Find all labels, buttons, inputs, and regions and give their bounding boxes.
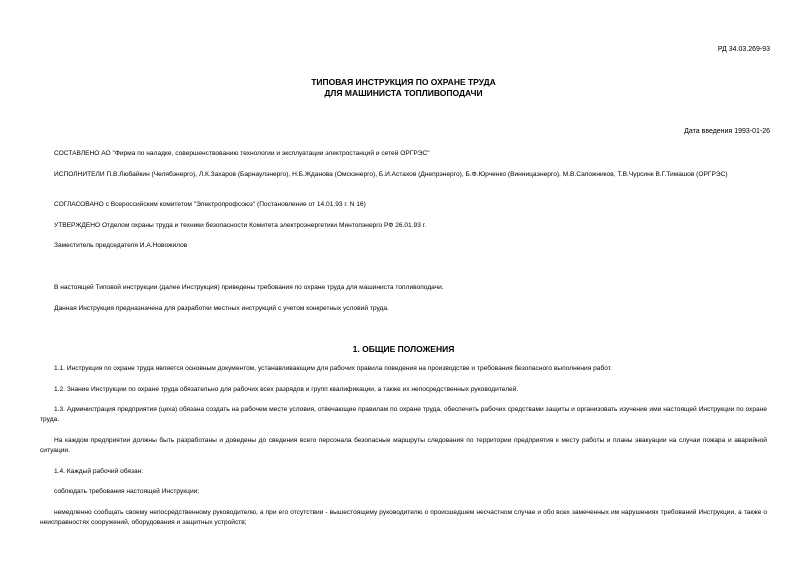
- introduction-date: Дата введения 1993-01-26: [684, 128, 770, 135]
- clause-1-4: 1.4. Каждый рабочий обязан:: [54, 468, 144, 475]
- document-title-line1: ТИПОВАЯ ИНСТРУКЦИЯ ПО ОХРАНЕ ТРУДА: [311, 77, 496, 87]
- deputy-chairman: Заместитель председателя И.А.Новожилов: [54, 242, 188, 249]
- section-title: 1. ОБЩИЕ ПОЛОЖЕНИЯ: [352, 344, 455, 354]
- executors: ИСПОЛНИТЕЛИ П.В.Любайкин (Челябэнерго), Л.К.Захаров (Барнаулэнерго), Н.Б.Жданова (Омскэнерго), Б.И.Астахов (Днепрэнерго), Б.Ф.Юрченко (Винницаэнерго), М.В.Сапожников, Т.В.Чурсинк В.Г.Тимашов (ОРГРЭС): [54, 171, 728, 178]
- intro-paragraph-1: В настоящей Типовой инструкции (далее Инструкция) приведены требования по охране труда для машиниста топливоподачи.: [54, 284, 444, 291]
- document-title-line2: ДЛЯ МАШИНИСТА ТОПЛИВОПОДАЧИ: [324, 88, 483, 98]
- approved-by: УТВЕРЖДЕНО Отделом охраны труда и техники безопасности Комитета электроэнергетики Минтопэнерго РФ 26.01.93 г.: [54, 222, 427, 229]
- clause-1-2: 1.2. Знание Инструкции по охране труда обязательно для рабочих всех разрядов и групп квалификации, а также их непосредственных руководителей.: [54, 386, 519, 393]
- compiled-by: СОСТАВЛЕНО АО "Фирма по наладке, совершенствованию технологии и эксплуатации электростанций и сетей ОРГРЭС": [54, 150, 430, 157]
- clause-1-4-item-b: немедленно сообщать своему непосредственному руководителю, а при его отсутствии - вышестоящему руководителю о происшедшем несчастном случае и обо всех замеченных им нарушениях требований Инструкции, а также о неисправностях сооружений, оборудования и защитных устройств;: [40, 509, 767, 526]
- document-code: РД 34.03.269-93: [717, 46, 770, 53]
- intro-paragraph-2: Данная Инструкция предназначена для разработки местных инструкций с учетом конкретных условий труда.: [54, 305, 389, 312]
- clause-1-3-routes: На каждом предприятии должны быть разработаны и доведены до сведения всего персонала безопасные маршруты следования по территории предприятия к месту работы и планы эвакуации на случаи пожара и аварийной ситуации.: [40, 437, 767, 454]
- clause-1-3: 1.3. Администрация предприятия (цеха) обязана создать на рабочем месте условия, отвечающие правилам по охране труда, обеспечить рабочих средствами защиты и организовать изучение ими настоящей Инструкции по охране труда.: [40, 406, 767, 423]
- agreed-by: СОГЛАСОВАНО с Всероссийским комитетом "Электропрофсоюз" (Постановление от 14.01.93 г. N 16): [54, 201, 366, 208]
- clause-1-4-item-a: соблюдать требования настоящей Инструкции;: [54, 488, 200, 495]
- clause-1-1: 1.1. Инструкция по охране труда является основным документом, устанавливающим для рабочих правила поведения на производстве и требования безопасного выполнения работ.: [54, 365, 612, 372]
